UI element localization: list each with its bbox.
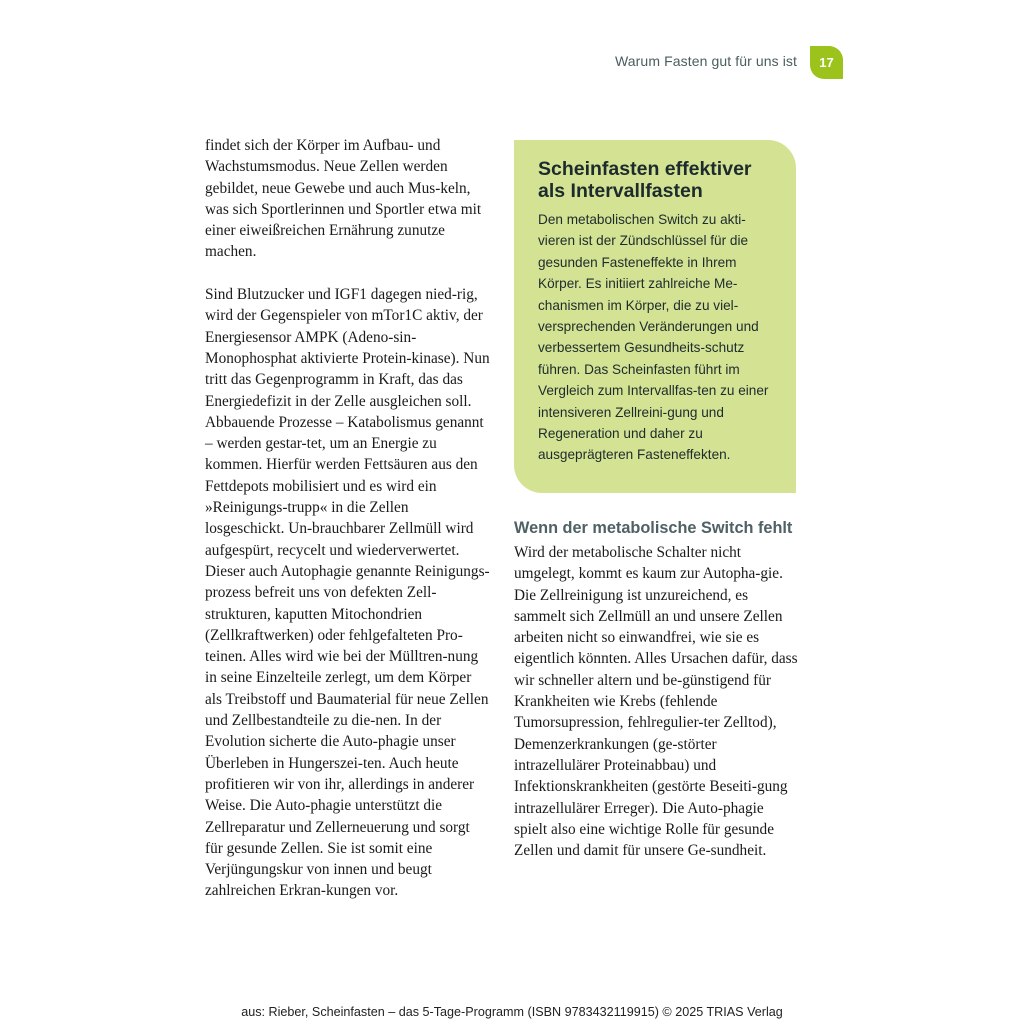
page-number-badge: 17 (810, 46, 843, 79)
info-box-text: Den metabolischen Switch zu akti-vieren ist der Zündschlüssel für die gesunden Fasteneffekte in Ihrem Körper. Es initiiert zahlreiche Me-chanismen im Körper, die zu viel-versprechenden Veränderungen und verbessertem Gesundheits-schutz führen. Das Scheinfasten führt im Vergleich zum Intervallfas-ten zu einer intensiveren Zellreini-gung und Regeneration und daher zu ausgeprägteren Fasteneffekten. (538, 212, 769, 463)
body-paragraph: findet sich der Körper im Aufbau- und Wachstumsmodus. Neue Zellen werden gebildet, neue Gewebe und auch Mus-keln, was sich Sportlerinnen und Sportler etwa mit einer eiweißreichen Ernährung zunutze machen. (205, 137, 482, 261)
info-box-title: Scheinfasten effektiver als Intervallfasten (538, 158, 752, 202)
source-footer: aus: Rieber, Scheinfasten – das 5-Tage-Programm (ISBN 9783432119915) © 2025 TRIAS Verlag (241, 1005, 783, 1019)
info-box (514, 140, 796, 493)
body-paragraph: Wird der metabolische Schalter nicht umgelegt, kommt es kaum zur Autopha-gie. Die Zellreinigung ist unzureichend, es sammelt sich Zellmüll an und unsere Zellen arbeiten nicht so einwandfrei, wie sie es eigentlich könnten. Alles Ursachen dafür, dass wir schneller altern und be-günstigend für Krankheiten wie Krebs (fehlende Tumorsupression, fehlregulier-ter Zelltod), Demenzerkrankungen (ge-störter intrazellulärer Proteinabbau) und Infektionskrankheiten (gestörte Beseiti-gung intrazellulärer Erreger). Die Auto-phagie spielt also eine wichtige Rolle für gesunde Zellen und damit für unsere Ge-sundheit. (514, 544, 798, 860)
left-text-column (205, 135, 490, 902)
body-paragraph: Sind Blutzucker und IGF1 dagegen nied-rig, wird der Gegenspieler von mTor1C aktiv, der Energiesensor AMPK (Adeno-sin-Monophosphat aktivierte Protein-kinase). Nun tritt das Gegenprogramm in Kraft, das das Energiedefizit in der Zelle ausgleichen soll. Abbauende Prozesse – Katabolismus genannt – werden gestar-tet, um an Energie zu kommen. Hierfür werden Fettsäuren aus den Fettdepots mobilisiert und es wird ein »Reinigungs-trupp« in die Zellen losgeschickt. Un-brauchbarer Zellmüll wird aufgespürt, recycelt und wiederverwertet. Dieser auch Autophagie genannte Reinigungs-prozess befreit uns von defekten Zell-strukturen, kaputten Mitochondrien (Zellkraftwerken) oder fehlgefalteten Pro-teinen. Alles wird wie bei der Mülltren-nung in seine Einzelteile zerlegt, um dem Körper als Treibstoff und Baumaterial für neue Zellen und Zellbestandteile zu die-nen. In der Evolution sicherte die Auto-phagie unser Überleben in Hungerszei-ten. Auch heute profitieren wir von ihr, allerdings in anderer Weise. Die Auto-phagie unterstützt die Zellreparatur und Zellerneuerung und sorgt für gesunde Zellen. Sie ist somit eine Verjüngungskur von innen und beugt zahlreichen Erkran-kungen vor. (205, 286, 490, 900)
right-text-column (514, 518, 799, 861)
section-subheading: Wenn der metabolische Switch fehlt (514, 519, 793, 537)
running-title: Warum Fasten gut für uns ist (614, 53, 797, 69)
